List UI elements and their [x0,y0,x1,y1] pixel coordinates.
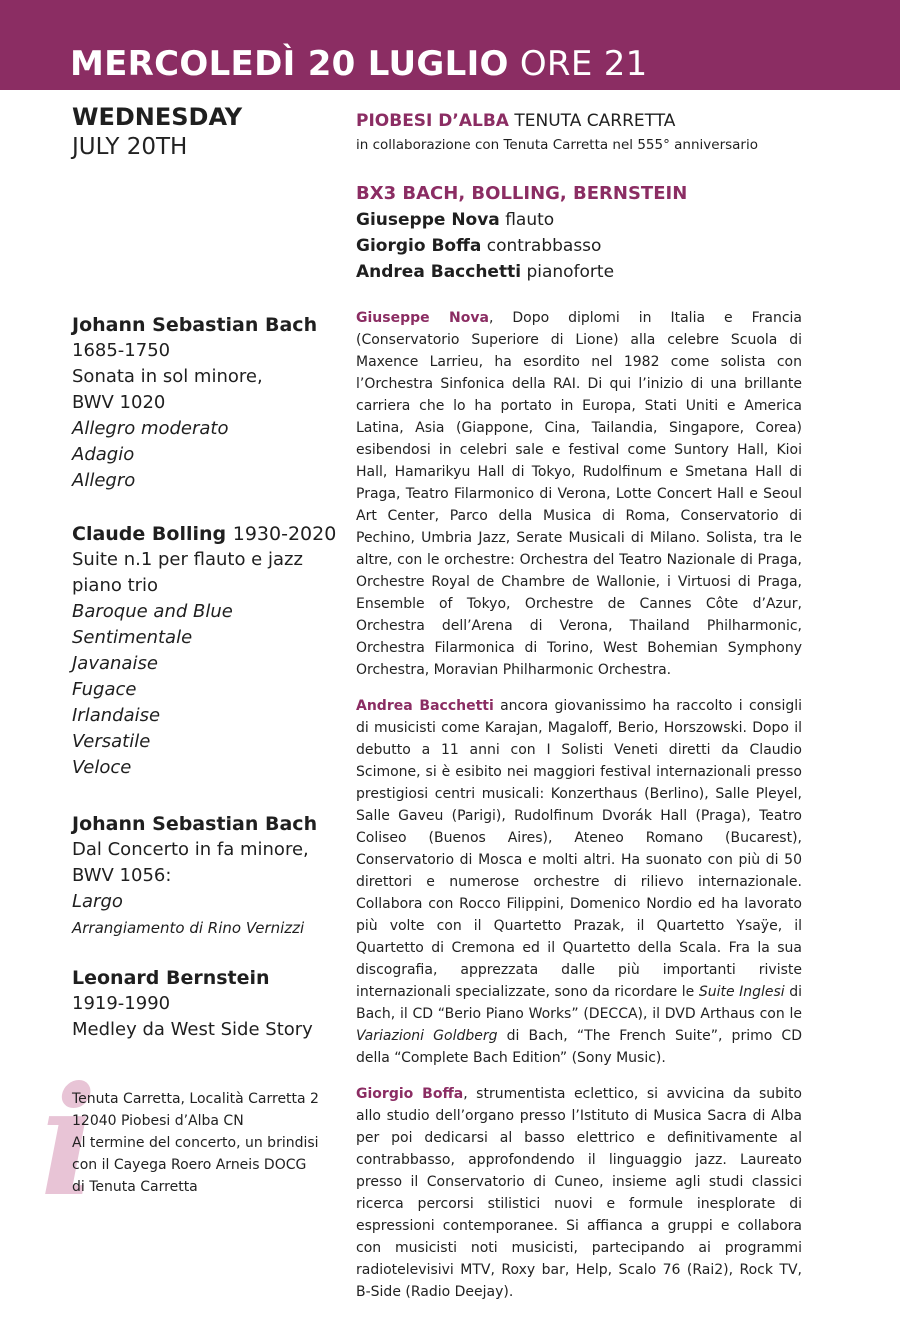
event-date-title [70,44,648,84]
info-line: Tenuta Carretta, Località Carretta 2 [72,1091,319,1107]
bio-italic: Variazioni Goldberg [356,1028,498,1044]
program-item-bach-2 [72,811,347,941]
composer-name: Johann Sebastian Bach [72,314,318,336]
composer-years: 1685-1750 [72,340,171,361]
bio-name: Giorgio Boffa [356,1086,464,1102]
venue-heading [356,108,802,134]
composer-name: Johann Sebastian Bach [72,813,318,835]
work-title-cont: piano trio [72,575,159,596]
venue-name: TENUTA CARRETTA [514,111,676,131]
performer [356,233,802,259]
bio-text: , strumentista eclettico, si avvicina da subito allo studio dell’organo presso l’Istituto di Musica Sacra di Alba per poi dedicarsi al basso elettrico e definitivamente al contrabbasso, approfondendo il linguaggio jazz. Laureato presso il Conservatorio di Cuneo, insieme agli studi classici ricerca percorsi stilistici nuovi e formule inesplorate di espressioni contemporanee. Si affianca a gruppi e collabora con musicisti noti musicisti, partecipando ai programmi radiotelevisivi MTV, Roxy bar, Help, Scalo 76 (Rai2), Rock TV, B-Side (Radio Deejay). [356,1086,802,1300]
performer-instrument: pianoforte [526,262,615,282]
bio-text: , Dopo diplomi in Italia e Francia (Conservatorio Superiore di Lione) alla celebre Scuola di Maxence Larrieu, ha esordito nel 1982 come solista con l’Orchestra Sinfonica della RAI. Di qui l’inizio di una brillante carriera che lo ha portato in Europa, Stati Uniti e America Latina, Asia (Giappone, Cina, Tailandia, Singapore, Corea) esibendosi in celebri sale e festival come Suntory Hall, Kioi Hall, Hamarikyu Hall di Tokyo, Rudolfinum e Smetana Hall di Praga, Teatro Filarmonico di Verona, Lotte Concert Hall e Seoul Art Center, Parco della Musica di Roma, Conservatorio di Pechino, Umbria Jazz, Serate Musicali di Milano. Solista, tra le altre, con le orchestre: Orchestra del Teatro Nazionale di Praga, Orchestre Royal de Chambre de Wallonie, i Virtuosi di Praga, Ensemble of Tokyo, Orchestre de Cannes Côte d’Azur, Orchestra dell’Arena di Verona, Thailand Philharmonic, Orchestra Filarmonica di Torino, West Bohemian Symphony Orchestra, Moravian Philharmonic Orchestra. [356,310,803,678]
performer [356,259,802,285]
work-title: Dal Concerto in fa minore, [72,839,309,860]
info-line: con il Cayega Roero Arneis DOCG [72,1157,307,1173]
info-icon: i [40,1054,97,1230]
work-title: Sonata in sol minore, [72,366,263,387]
movement: Irlandaise [72,705,161,726]
work-catalog: BWV 1020 [72,392,166,413]
movement: Sentimentale [72,627,193,648]
program-item-bernstein [72,965,347,1043]
movement: Versatile [72,731,151,752]
performer-instrument: contrabbasso [486,236,602,256]
work-catalog: BWV 1056: [72,865,172,886]
bio-boffa [356,1083,802,1303]
composer-name: Leonard Bernstein [72,967,270,989]
bio-text: ancora giovanissimo ha raccolto i consigli di musicisti come Karajan, Magaloff, Berio, Horszowski. Dopo il debutto a 11 anni con I Solisti Veneti diretti da Claudio Scimone, si è esibito nei maggiori festival internazionali presso prestigiosi centri musicali: Konzerthaus (Berlino), Salle Pleyel, Salle Gaveu (Parigi), Rudolfinum Dvorák Hall (Praga), Teatro Coliseo (Buenos Aires), Ateneo Romano (Bucarest), Conservatorio di Mosca e molti altri. Ha suonato con più di 50 direttori e numerose orchestre di rilievo internazionale. Collabora con Rocco Filippini, Domenico Nordio ed ha lavorato più volte con il Quartetto Prazak, il Quartetto Ysaÿe, il Quartetto di Cremona ed il Quartetto della Scala. Fra la sua discografia, apprezzata dalle più importanti riviste internazionali specializzate, sono da ricordare le [356,698,802,1000]
bio-nova [356,307,802,681]
arrangement-credit: Arrangiamento di Rino Vernizzi [72,919,305,937]
venue-collab: in collaborazione con Tenuta Carretta nel 555° anniversario [356,137,758,153]
composer-years: 1919-1990 [72,993,171,1014]
info-line: 12040 Piobesi d’Alba CN [72,1113,244,1129]
composer-name-text: Claude Bolling [72,523,227,545]
bio-name: Andrea Bacchetti [356,698,494,714]
main-column [356,108,802,1317]
event-date: MERCOLEDÌ 20 LUGLIO [70,44,509,84]
movement: Allegro [72,470,136,491]
work-title: Suite n.1 per flauto e jazz [72,549,303,570]
concert-title: BX3 BACH, BOLLING, BERNSTEIN [356,183,688,204]
event-time: ORE 21 [519,44,648,84]
venue-info [72,1088,342,1198]
movement: Veloce [72,757,132,778]
info-line: Al termine del concerto, un brindisi [72,1135,319,1151]
bio-bacchetti [356,695,802,1069]
english-date [72,102,342,162]
movement: Adagio [72,444,135,465]
composer-years: 1930-2020 [232,523,337,545]
english-day-date: JULY 20TH [72,134,188,160]
performer-instrument: flauto [505,210,555,230]
movement: Javanaise [72,653,158,674]
bio-text: di Bach, “The French Suite”, primo CD della “Complete Bach Edition” (Sony Music). [356,1028,802,1066]
english-day: WEDNESDAY [72,103,243,131]
movement: Baroque and Blue [72,601,233,622]
info-box [40,1054,340,1230]
venue-place: PIOBESI D’ALBA [356,111,509,131]
movement: Allegro moderato [72,418,229,439]
program-item-bolling [72,521,347,781]
program-item-bach-1 [72,312,347,494]
performer-name: Giorgio Boffa [356,236,482,256]
header-bar [0,0,900,90]
work-title: Medley da West Side Story [72,1019,313,1040]
performer-name: Andrea Bacchetti [356,262,522,282]
bio-name: Giuseppe Nova [356,310,489,326]
bio-italic: Suite Inglesi [698,984,785,1000]
composer-name [72,521,347,547]
movement: Largo [72,891,123,912]
movement: Fugace [72,679,137,700]
info-line: di Tenuta Carretta [72,1179,198,1195]
bio-text: di Bach, il CD “Berio Piano Works” (DECCA), il DVD Arthaus con le [356,984,802,1022]
performer [356,207,802,233]
performer-name: Giuseppe Nova [356,210,500,230]
